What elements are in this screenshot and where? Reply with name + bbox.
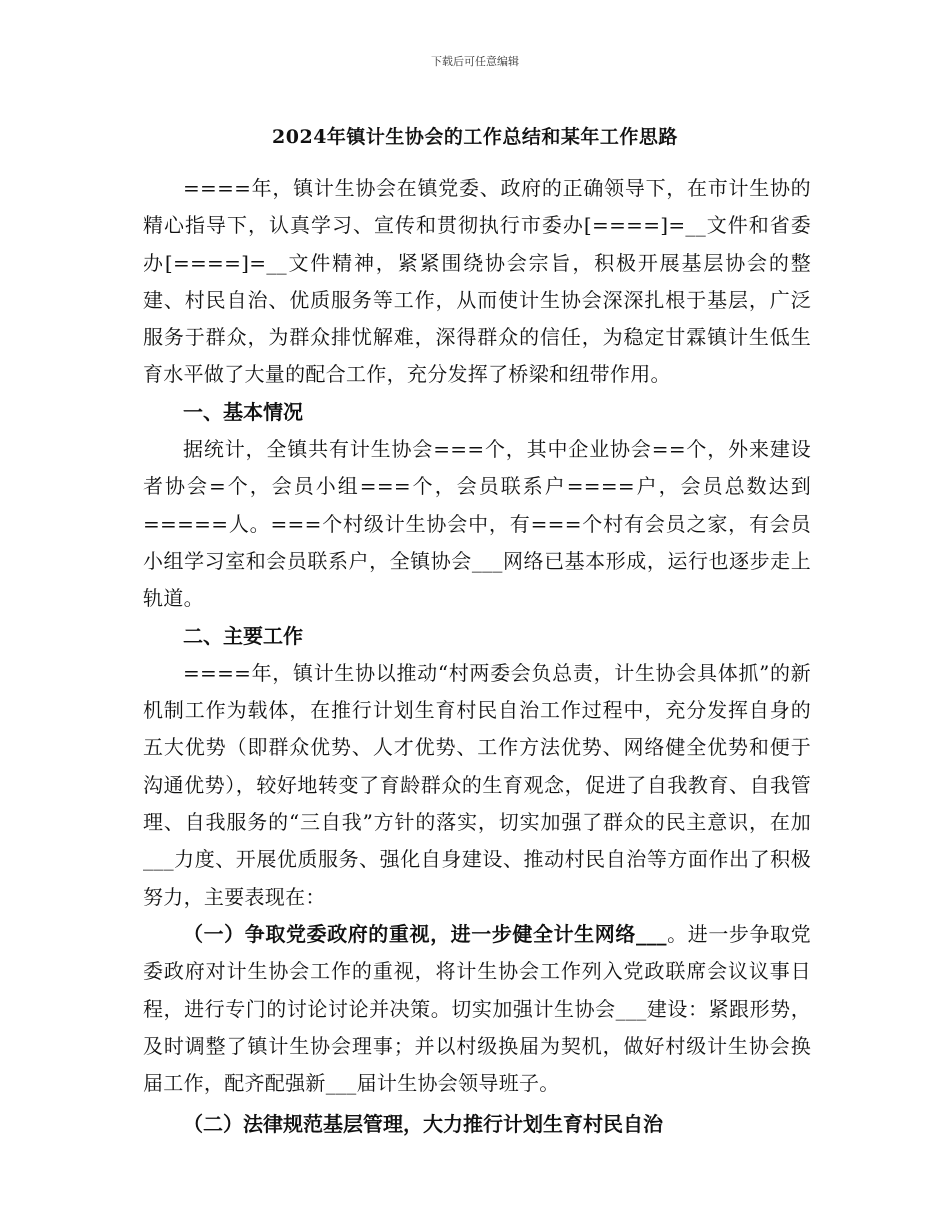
section-heading-main-work: 二、主要工作 (183, 623, 303, 648)
subsection-1-title: （一）争取党委政府的重视，进一步健全计生网络 (183, 921, 636, 946)
section-main-work-body: ====年，镇计生协以推动“村两委会负总责，计生协会具体抓”的新机制工作为载体，在推行计划生育村民自治工作过程中，充分发挥自身的五大优势（即群众优势、人才优势、工作方法优势、网络健全优势和便于沟通优势），较好地转变了育龄群众的生育观念，促进了自我教育、自我管理、自我服务的“三自我”方针的落实，切实加强了群众的民主意识，在加___力度、开展优质服务、强化自身建设、推动村民自治等方面作出了积极努力，主要表现在： (143, 660, 811, 909)
section-basic-situation-body: 据统计，全镇共有计生协会===个，其中企业协会==个，外来建设者协会=个，会员小组===个，会员联系户====户，会员总数达到=====人。===个村级计生协会中，有===个村有会员之家，有会员小组学习室和会员联系户，全镇协会___网络已基本形成，运行也逐步走上轨道。 (143, 437, 811, 611)
intro-paragraph: ====年，镇计生协会在镇党委、政府的正确领导下，在市计生协的精心指导下，认真学习、宣传和贯彻执行市委办[====]=__文件和省委办[====]=__文件精神，紧紧围绕协会宗旨，积极开展基层协会的整建、村民自治、优质服务等工作，从而使计生协会深深扎根于基层，广泛服务于群众，为群众排忧解难，深得群众的信任，为稳定甘霖镇计生低生育水平做了大量的配合工作，充分发挥了桥梁和纽带作用。 (143, 176, 811, 387)
subsection-2-title: （二）法律规范基层管理，大力推行计划生育村民自治 (183, 1112, 663, 1137)
subsection-1-paragraph (143, 916, 811, 1102)
document-title: 2024年镇计生协会的工作总结和某年工作思路 (272, 126, 678, 148)
header-note: 下载后可任意编辑 (431, 55, 519, 68)
document-body (143, 170, 811, 1144)
subsection-1-body: 。进一步争取党委政府对计生协会工作的重视，将计生协会工作列入党政联席会议议事日程，进行专门的讨论讨论并决策。切实加强计生协会___建设：紧跟形势，及时调整了镇计生协会理事；并以村级换届为契机，做好村级计生协会换届工作，配齐配强新___届计生协会领导班子。 (143, 921, 811, 1096)
subsection-1-blank: ___ (635, 921, 667, 946)
section-heading-basic-situation: 一、基本情况 (183, 399, 303, 424)
